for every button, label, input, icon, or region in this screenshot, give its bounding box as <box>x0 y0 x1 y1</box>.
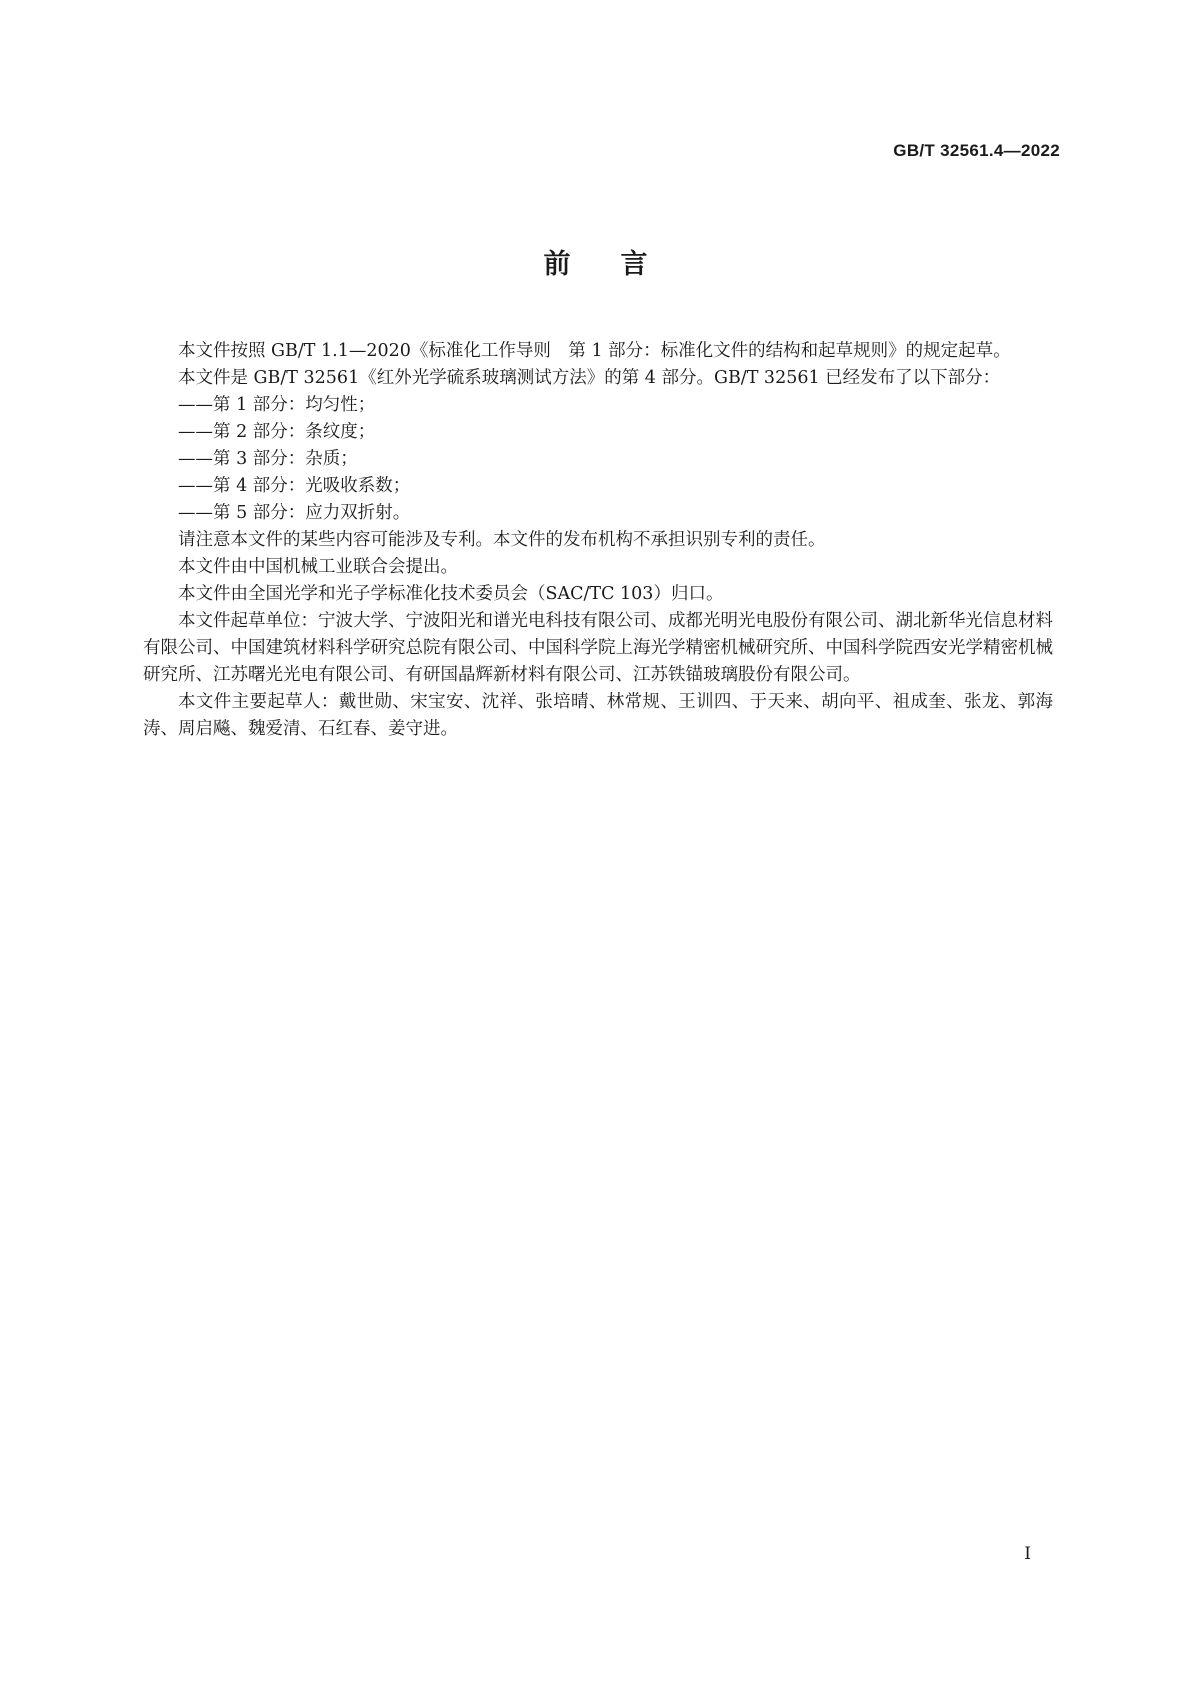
document-body <box>143 338 1053 743</box>
list-item: ——第 2 部分：条纹度； <box>178 422 376 442</box>
standard-code: GB/T 32561.4—2022 <box>893 141 1060 160</box>
paragraph-series-intro: 本文件是 GB/T 32561《红外光学硫系玻璃测试方法》的第 4 部分。GB/T 32561 已经发布了以下部分： <box>178 368 1001 388</box>
paragraph-proposer: 本文件由中国机械工业联合会提出。 <box>178 557 458 577</box>
paragraph-patent-notice: 请注意本文件的某些内容可能涉及专利。本文件的发布机构不承担识别专利的责任。 <box>178 530 826 550</box>
list-item: ——第 4 部分：光吸收系数； <box>178 476 411 496</box>
paragraph-drafting-rules: 本文件按照 GB/T 1.1—2020《标准化工作导则 第 1 部分：标准化文件的结构和起草规则》的规定起草。 <box>178 341 1011 361</box>
page-number: I <box>1024 1544 1031 1564</box>
paragraph-drafting-units: 本文件起草单位：宁波大学、宁波阳光和谱光电科技有限公司、成都光明光电股份有限公司、湖北新华光信息材料有限公司、中国建筑材料科学研究总院有限公司、中国科学院上海光学精密机械研究所、中国科学院西安光学精密机械研究所、江苏曙光光电有限公司、有研国晶辉新材料有限公司、江苏铁锚玻璃股份有限公司。 <box>143 611 1053 685</box>
list-item: ——第 3 部分：杂质； <box>178 449 358 469</box>
page-title: 前言 <box>543 249 698 280</box>
paragraph-committee: 本文件由全国光学和光子学标准化技术委员会（SAC/TC 103）归口。 <box>178 584 724 604</box>
list-item: ——第 1 部分：均匀性； <box>178 395 376 415</box>
list-item: ——第 5 部分：应力双折射。 <box>178 503 411 523</box>
paragraph-drafters: 本文件主要起草人：戴世勋、宋宝安、沈祥、张培晴、林常规、王训四、于天来、胡向平、祖成奎、张龙、郭海涛、周启飚、魏爱清、石红春、姜守进。 <box>143 692 1053 739</box>
